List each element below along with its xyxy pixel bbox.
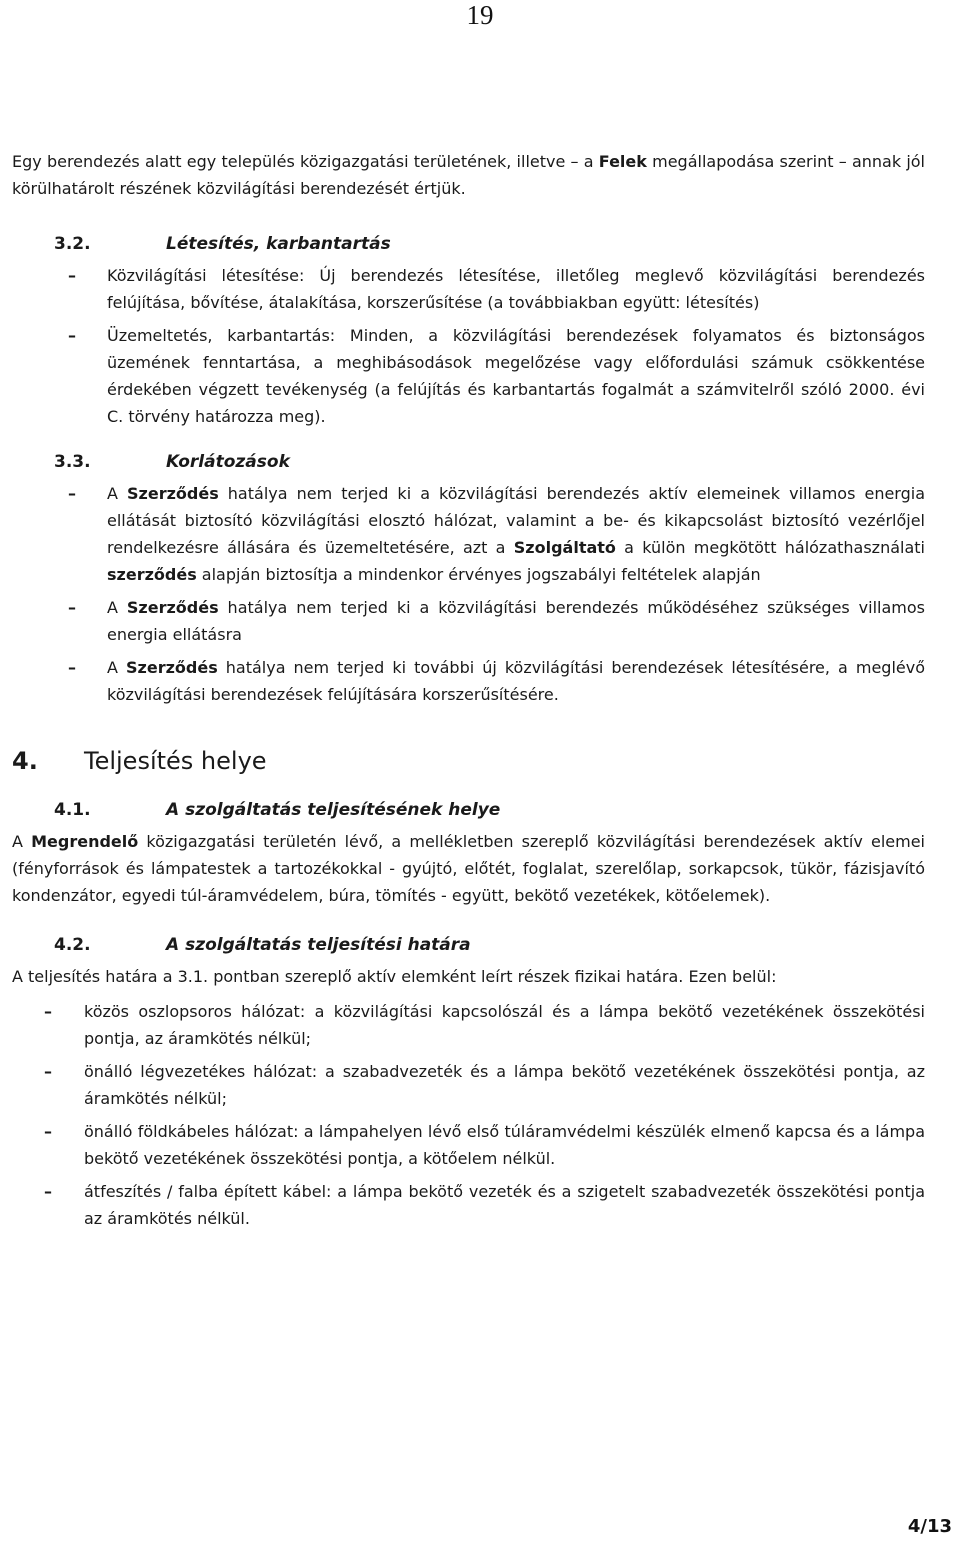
page-number: 19 bbox=[466, 0, 494, 30]
intro-paragraph bbox=[12, 148, 925, 202]
section-title: A szolgáltatás teljesítési határa bbox=[166, 935, 471, 955]
list-item: – közös oszlopsoros hálózat: a közvilágítási kapcsolószál és a lámpa bekötő vezetékének összekötési pontja, az áramkötés nélkül; bbox=[12, 998, 925, 1052]
document-body bbox=[12, 148, 925, 1238]
section-number: 3.2. bbox=[54, 234, 91, 254]
section-4-2-list bbox=[12, 998, 925, 1232]
list-item: – A Szerződés hatálya nem terjed ki további új közvilágítási berendezések létesítésére, a meglévő közvilágítási berendezések felújítására korszerűsítésére. bbox=[12, 654, 925, 708]
section-3-3-heading bbox=[54, 448, 925, 476]
section-4-1-heading bbox=[54, 796, 925, 824]
section-number: 3.3. bbox=[54, 452, 91, 472]
section-title: A szolgáltatás teljesítésének helye bbox=[166, 800, 501, 820]
list-item: – A Szerződés hatálya nem terjed ki a közvilágítási berendezés működéséhez szükséges villamos energia ellátásra bbox=[12, 594, 925, 648]
section-4-heading bbox=[12, 744, 925, 778]
list-item: – A Szerződés hatálya nem terjed ki a közvilágítási berendezés aktív elemeinek villamos energia ellátását biztosító közvilágítási elosztó hálózat, valamint a be- és kikapcsolást biztosító vezérlőjel rendelkezésre állására és üzemeltetésére, azt a Szolgáltató a külön megkötött hálózathasználati szerződés alapján biztosítja a mindenkor érvényes jogszabályi feltételek alapján bbox=[12, 480, 925, 588]
section-4-1-paragraph: A Megrendelő közigazgatási területén lévő, a mellékletben szereplő közvilágítási berendezések aktív elemei (fényforrások és lámpatestek a tartozékokkal - gyújtó, előtét, foglalat, szerelőlap, sorkapcsok, tükör, fázisjavító kondenzátor, egyedi túl-áramvédelem, búra, tömítés - együtt, bekötő vezetékek, kötőelemek). bbox=[12, 832, 926, 905]
section-4-2-heading bbox=[54, 931, 925, 959]
section-title: Létesítés, karbantartás bbox=[166, 234, 391, 254]
section-3-3 bbox=[12, 448, 925, 708]
list-item: – önálló földkábeles hálózat: a lámpahelyen lévő első túláramvédelmi készülék elmenő kapcsa és a lámpa bekötő vezetékének összekötési pontja, a kötőelem nélkül. bbox=[12, 1118, 925, 1172]
section-3-2 bbox=[12, 230, 925, 430]
section-number: 4.1. bbox=[54, 800, 91, 820]
section-3-2-list bbox=[12, 262, 925, 430]
list-item: – Üzemeltetés, karbantartás: Minden, a közvilágítási berendezések folyamatos és biztonságos üzemének fenntartása, a meghibásodások megelőzése vagy előfordulási számuk csökkentése érdekében végzett tevékenység (a felújítás és karbantartás fogalmát a számvitelről szóló 2000. évi C. törvény határozza meg). bbox=[12, 322, 925, 430]
list-item: – Közvilágítási létesítése: Új berendezés létesítése, illetőleg meglevő közvilágítási berendezés felújítása, bővítése, átalakítása, korszerűsítése (a továbbiakban együtt: létesítés) bbox=[12, 262, 925, 316]
intro-term-felek: Felek bbox=[598, 152, 647, 171]
section-title: Teljesítés helye bbox=[84, 747, 267, 775]
list-item: – átfeszítés / falba épített kábel: a lámpa bekötő vezeték és a szigetelt szabadvezeték összekötési pontja az áramkötés nélkül. bbox=[12, 1178, 925, 1232]
section-4-2-paragraph: A teljesítés határa a 3.1. pontban szereplő aktív elemként leírt részek fizikai határa. Ezen belül: bbox=[12, 967, 777, 986]
section-number: 4.2. bbox=[54, 935, 91, 955]
footer-page-counter: 4/13 bbox=[907, 1516, 952, 1537]
list-item: – önálló légvezetékes hálózat: a szabadvezeték és a lámpa bekötő vezetékének összekötési pontja, az áramkötés nélkül; bbox=[12, 1058, 925, 1112]
section-4-2 bbox=[12, 931, 925, 1232]
section-title: Korlátozások bbox=[166, 452, 290, 472]
intro-text-end: megállapodása szerint – annak jól körülhatárolt részének közvilágítási berendezését értjük. bbox=[12, 152, 925, 198]
intro-text: Egy berendezés alatt egy település közigazgatási területének, illetve – a bbox=[12, 152, 599, 171]
section-3-3-list bbox=[12, 480, 925, 708]
section-4-1 bbox=[12, 796, 925, 909]
section-3-2-heading bbox=[54, 230, 925, 258]
section-number: 4. bbox=[12, 747, 38, 775]
